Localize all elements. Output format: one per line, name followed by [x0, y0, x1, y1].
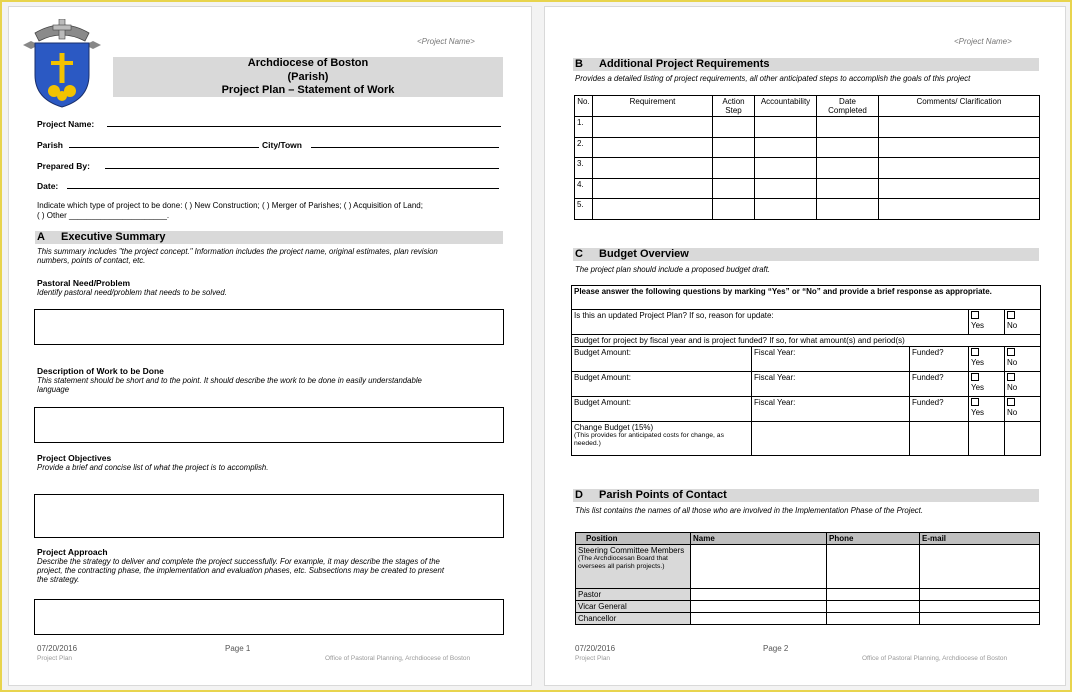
comments-cell[interactable] [879, 158, 1040, 179]
table-row [575, 137, 1040, 158]
prepared-by-field[interactable] [105, 168, 499, 169]
budget-table [571, 285, 1041, 456]
change-budget-row [572, 422, 1041, 456]
city-town-field[interactable] [311, 147, 499, 148]
footer-date: 07/20/2016 [575, 644, 616, 653]
action-step-cell[interactable] [713, 117, 755, 138]
yes-checkbox[interactable] [971, 373, 979, 381]
table-row [575, 199, 1040, 220]
section-a-letter: A [37, 231, 45, 243]
no-label: No [1007, 383, 1018, 392]
accountability-cell[interactable] [755, 158, 817, 179]
approach-desc-line2: project, the contracting phase, the implementation and evaluation phases, etc. Subsections may be created to present [37, 566, 444, 575]
archdiocese-crest-icon [21, 19, 103, 109]
project-name-field[interactable] [107, 126, 501, 127]
city-town-label: City/Town [262, 140, 302, 150]
accountability-cell[interactable] [755, 137, 817, 158]
action-step-cell[interactable] [713, 158, 755, 179]
no-label: No [1007, 408, 1018, 417]
requirement-cell[interactable] [593, 117, 713, 138]
approach-input[interactable] [34, 599, 504, 635]
section-d-title: Parish Points of Contact [599, 489, 727, 501]
approach-heading: Project Approach [37, 547, 108, 557]
yes-label: Yes [971, 321, 985, 330]
pastoral-need-desc: Identify pastoral need/problem that needs to be solved. [37, 288, 227, 297]
description-desc-line2: language [37, 385, 70, 394]
pastoral-need-input[interactable] [34, 309, 504, 345]
funded-no-cell [1005, 372, 1041, 397]
budget-row [572, 397, 1041, 422]
position-pastor: Pastor [576, 589, 691, 601]
phone-cell[interactable] [827, 589, 920, 601]
yes-checkbox[interactable] [971, 348, 979, 356]
change-funded-cell[interactable] [910, 422, 969, 456]
approach-block [37, 547, 512, 584]
updated-no-cell [1005, 310, 1041, 335]
funded-yes-cell [969, 397, 1005, 422]
section-c-description: The project plan should include a proposed budget draft. [575, 265, 771, 274]
updated-plan-question: Is this an updated Project Plan? If so, reason for update: [572, 310, 969, 335]
section-c-title: Budget Overview [599, 248, 689, 260]
phone-cell[interactable] [827, 601, 920, 613]
section-a-header [35, 231, 503, 244]
phone-cell[interactable] [827, 545, 920, 589]
no-label: No [1007, 321, 1018, 330]
table-row [576, 613, 1040, 625]
description-block [37, 366, 422, 394]
parish-field[interactable] [69, 147, 259, 148]
funded-label: Funded? [910, 347, 969, 372]
page-2 [544, 6, 1066, 686]
requirements-table [574, 95, 1040, 220]
position-chancellor: Chancellor [576, 613, 691, 625]
col-position: Position [576, 533, 691, 545]
approach-desc-line1: Describe the strategy to deliver and complete the project successfully. For example, it may describe the stages of the [37, 557, 440, 566]
change-yes-cell[interactable] [969, 422, 1005, 456]
col-phone: Phone [827, 533, 920, 545]
approach-desc-line3: the strategy. [37, 575, 80, 584]
section-b-description: Provides a detailed listing of project requirements, all other anticipated steps to accomplish the goals of this project [575, 74, 971, 83]
date-completed-cell[interactable] [817, 199, 879, 220]
footer-label: Project Plan [575, 655, 611, 662]
no-checkbox[interactable] [1007, 348, 1015, 356]
row-number: 3. [575, 158, 593, 179]
name-cell[interactable] [691, 545, 827, 589]
project-type-options: Indicate which type of project to be done: ( ) New Construction; ( ) Merger of Parishes; ( ) Acquisition of Land; [37, 201, 423, 210]
pastoral-need-heading: Pastoral Need/Problem [37, 278, 131, 288]
budget-row [572, 347, 1041, 372]
email-cell[interactable] [920, 589, 1040, 601]
row-number: 2. [575, 137, 593, 158]
fiscal-year-label: Fiscal Year: [752, 372, 910, 397]
section-d-header [573, 489, 1039, 502]
row-number: 1. [575, 117, 593, 138]
date-field[interactable] [67, 188, 499, 189]
funded-no-cell [1005, 397, 1041, 422]
funded-yes-cell [969, 372, 1005, 397]
steering-committee-cell [576, 545, 691, 589]
yes-label: Yes [971, 408, 985, 417]
description-heading: Description of Work to be Done [37, 366, 164, 376]
change-no-cell[interactable] [1005, 422, 1041, 456]
funded-label: Funded? [910, 372, 969, 397]
accountability-cell[interactable] [755, 199, 817, 220]
no-checkbox[interactable] [1007, 311, 1015, 319]
section-b-letter: B [575, 58, 583, 70]
steering-committee-note: (The Archdiocesan Board that oversees all parish projects.) [578, 555, 668, 570]
date-completed-cell[interactable] [817, 117, 879, 138]
funded-no-cell [1005, 347, 1041, 372]
name-cell[interactable] [691, 613, 827, 625]
parish-label: Parish [37, 140, 63, 150]
fiscal-question-row [572, 335, 1041, 347]
section-b-header [573, 58, 1039, 71]
steering-committee-label: Steering Committee Members [578, 546, 685, 555]
position-vicar-general: Vicar General [576, 601, 691, 613]
requirements-header-row [575, 96, 1040, 117]
project-type-question [37, 201, 507, 220]
change-fiscal-cell[interactable] [752, 422, 910, 456]
date-completed-cell[interactable] [817, 137, 879, 158]
budget-amount-label: Budget Amount: [572, 372, 752, 397]
row-number: 5. [575, 199, 593, 220]
yes-checkbox[interactable] [971, 398, 979, 406]
updated-plan-row [572, 310, 1041, 335]
section-a-title: Executive Summary [61, 231, 166, 243]
updated-yes-cell [969, 310, 1005, 335]
col-requirement: Requirement [593, 96, 713, 117]
description-desc-line1: This statement should be short and to the point. It should describe the work to be done in easily understandable [37, 376, 422, 385]
email-cell[interactable] [920, 613, 1040, 625]
requirement-cell[interactable] [593, 158, 713, 179]
email-cell[interactable] [920, 601, 1040, 613]
objectives-heading: Project Objectives [37, 453, 112, 463]
fiscal-year-label: Fiscal Year: [752, 347, 910, 372]
section-d-description: This list contains the names of all those who are involved in the Implementation Phase of the Project. [575, 506, 924, 515]
objectives-desc: Provide a brief and concise list of what the project is to accomplish. [37, 463, 269, 472]
budget-amount-label: Budget Amount: [572, 347, 752, 372]
funded-label: Funded? [910, 397, 969, 422]
table-row [576, 545, 1040, 589]
section-c-letter: C [575, 248, 583, 260]
project-name-label: Project Name: [37, 119, 95, 129]
footer-page-number: Page 1 [225, 644, 251, 653]
date-label: Date: [37, 181, 59, 191]
col-action-step: Action Step [713, 96, 755, 117]
title-archdiocese: Archdiocese of Boston [247, 57, 369, 69]
objectives-input[interactable] [34, 494, 504, 538]
requirement-cell[interactable] [593, 199, 713, 220]
footer-office: Office of Pastoral Planning, Archdiocese of Boston [862, 655, 1008, 662]
comments-cell[interactable] [879, 178, 1040, 199]
page-1 [8, 6, 532, 686]
name-cell[interactable] [691, 589, 827, 601]
section-a-desc-line2: numbers, points of contact, etc. [37, 256, 146, 265]
action-step-cell[interactable] [713, 137, 755, 158]
yes-label: Yes [971, 383, 985, 392]
change-budget-note: (This provides for anticipated costs for change, as needed.) [574, 432, 724, 447]
requirement-cell[interactable] [593, 178, 713, 199]
contacts-table [575, 532, 1040, 625]
prepared-by-label: Prepared By: [37, 161, 90, 171]
requirement-cell[interactable] [593, 137, 713, 158]
budget-amount-label: Budget Amount: [572, 397, 752, 422]
title-project-plan: Project Plan – Statement of Work [221, 84, 395, 96]
section-c-header [573, 248, 1039, 261]
table-row [576, 601, 1040, 613]
name-cell[interactable] [691, 601, 827, 613]
comments-cell[interactable] [879, 137, 1040, 158]
footer-label: Project Plan [37, 655, 73, 662]
table-row [575, 178, 1040, 199]
fiscal-question: Budget for project by fiscal year and is project funded? If so, for what amount(s) and period(s) [572, 335, 1041, 347]
section-d-letter: D [575, 489, 583, 501]
col-date-completed: Date Completed [817, 96, 879, 117]
table-row [575, 117, 1040, 138]
col-name: Name [691, 533, 827, 545]
footer-office: Office of Pastoral Planning, Archdiocese of Boston [325, 655, 471, 662]
section-a-desc-line1: This summary includes "the project concept." Information includes the project name, original estimates, plan revision [37, 247, 438, 256]
contacts-header-row [576, 533, 1040, 545]
section-b-title: Additional Project Requirements [599, 58, 770, 70]
email-cell[interactable] [920, 545, 1040, 589]
col-email: E-mail [920, 533, 1040, 545]
action-step-cell[interactable] [713, 199, 755, 220]
yes-label: Yes [971, 358, 985, 367]
objectives-block [37, 453, 268, 472]
accountability-cell[interactable] [755, 178, 817, 199]
date-completed-cell[interactable] [817, 158, 879, 179]
col-no: No. [575, 96, 593, 117]
yes-checkbox[interactable] [971, 311, 979, 319]
fiscal-year-label: Fiscal Year: [752, 397, 910, 422]
comments-cell[interactable] [879, 117, 1040, 138]
table-row [576, 589, 1040, 601]
title-parish: (Parish) [287, 70, 329, 83]
footer-page-number: Page 2 [763, 644, 789, 653]
budget-instruction: Please answer the following questions by marking “Yes” or “No” and provide a brief response as appropriate. [572, 286, 1041, 310]
date-completed-cell[interactable] [817, 178, 879, 199]
comments-cell[interactable] [879, 199, 1040, 220]
document-viewer [2, 2, 1070, 690]
change-budget-cell [572, 422, 752, 456]
section-a-description [37, 247, 507, 265]
funded-yes-cell [969, 347, 1005, 372]
document-title [113, 57, 503, 97]
no-label: No [1007, 358, 1018, 367]
row-number: 4. [575, 178, 593, 199]
footer-date: 07/20/2016 [37, 644, 78, 653]
change-budget-label: Change Budget (15%) [574, 423, 654, 432]
project-name-tag: <Project Name> [417, 37, 475, 46]
project-type-other: ( ) Other ______________________. [37, 210, 170, 220]
col-accountability: Accountability [755, 96, 817, 117]
description-input[interactable] [34, 407, 504, 443]
table-row [575, 158, 1040, 179]
budget-instruction-row [572, 286, 1041, 310]
accountability-cell[interactable] [755, 117, 817, 138]
col-comments: Comments/ Clarification [879, 96, 1040, 117]
no-checkbox[interactable] [1007, 373, 1015, 381]
pastoral-need-block [37, 278, 227, 297]
phone-cell[interactable] [827, 613, 920, 625]
action-step-cell[interactable] [713, 178, 755, 199]
no-checkbox[interactable] [1007, 398, 1015, 406]
budget-row [572, 372, 1041, 397]
project-name-tag: <Project Name> [954, 37, 1012, 46]
